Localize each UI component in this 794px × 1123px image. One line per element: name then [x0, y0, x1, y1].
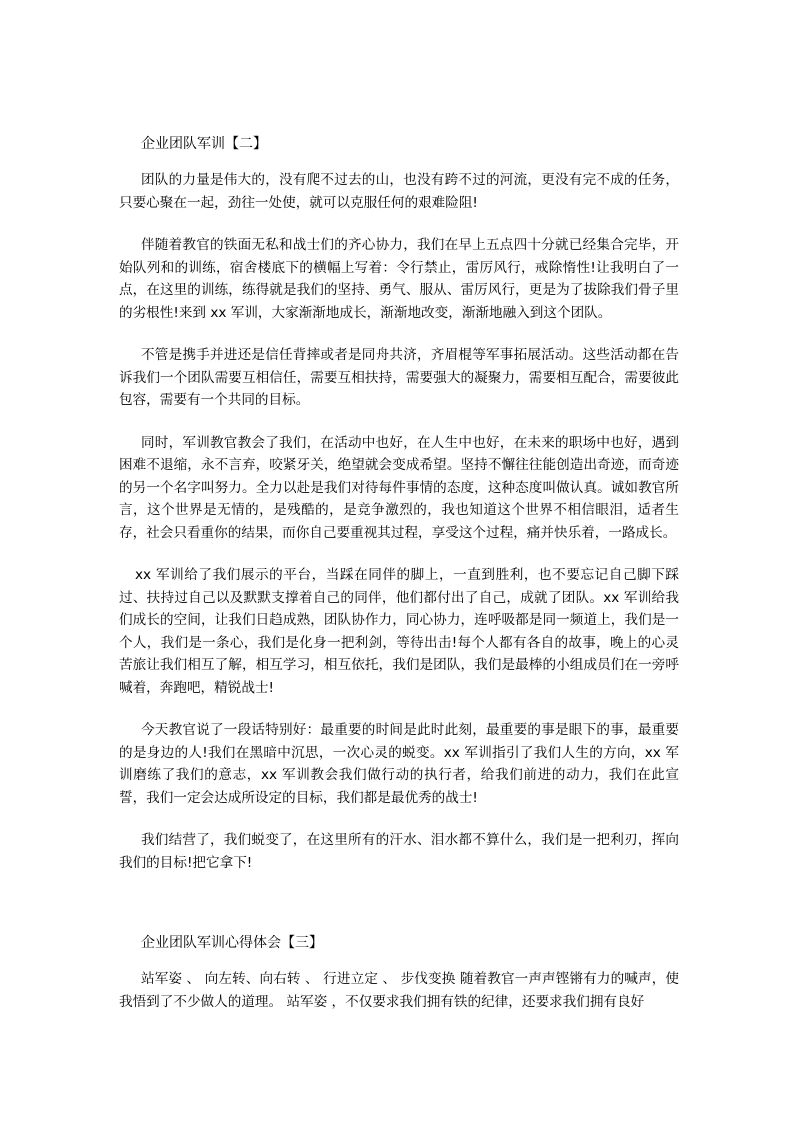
section-2-paragraph-3: 不管是携手并进还是信任背摔或者是同舟共济，齐眉棍等军事拓展活动。这些活动都在告诉我们一个团队需要互相信任，需要互相扶持，需要强大的凝聚力，需要相互配合，需要彼此包容，需要有一个共同的目标。: [119, 347, 679, 408]
document-page: [119, 133, 679, 1033]
section-3-heading: 企业团队军训心得体会【三】: [141, 935, 323, 951]
section-2-heading: 企业团队军训【二】: [141, 136, 267, 152]
section-3-paragraph-1: 站军姿 、 向左转、向右转 、 行进立定 、 步伐变换 随着教官一声声铿锵有力的喊声，使我悟到了不少做人的道理。 站军姿 ，不仅要求我们拥有铁的纪律，还要求我们拥有良好: [119, 971, 679, 1010]
section-2-paragraph-4: 同时，军训教官教会了我们，在活动中也好，在人生中也好，在未来的职场中也好，遇到困难不退缩，永不言弃，咬紧牙关，绝望就会变成希望。坚持不懈往往能创造出奇迹，而奇迹的另一个名字叫努力。全力以赴是我们对待每件事情的态度，这种态度叫做认真。诚如教官所言，这个世界是无情的，是残酷的，是竞争激烈的，我也知道这个世界不相信眼泪，适者生存，社会只看重你的结果，而你自己要重视其过程，享受这个过程，痛并快乐着，一路成长。: [119, 434, 679, 541]
section-2-paragraph-7: 我们结营了，我们蜕变了，在这里所有的汗水、泪水都不算什么，我们是一把利刃，挥向我们的目标!把它拿下!: [119, 832, 679, 871]
section-2-paragraph-2: 伴随着教官的铁面无私和战士们的齐心协力，我们在早上五点四十分就已经集合完毕，开始队列和的训练，宿舍楼底下的横幅上写着：令行禁止，雷厉风行，戒除惰性!让我明白了一点，在这里的训练，练得就是我们的坚持、勇气、服从、雷厉风行，更是为了拔除我们骨子里的劣根性!来到 xx 军训，大家渐渐地成长，渐渐地改变，渐渐地融入到这个团队。: [119, 237, 679, 321]
section-gap: [119, 894, 679, 932]
section-2-paragraph-5: xx 军训给了我们展示的平台，当踩在同伴的脚上，一直到胜利，也不要忘记自己脚下踩过、扶持过自己以及默默支撑着自己的同伴，他们都付出了自己，成就了团队。xx 军训给我们成长的空间，让我们日趋成熟，团队协作力，同心协力，连呼吸都是同一频道上，我们是一个人，我们是一条心，我们是化身一把利剑，等待出击!每个人都有各自的故事，晚上的心灵苦旅让我们相互了解，相互学习，相互依托，我们是团队，我们是最棒的小组成员们在一旁呼喊着，奔跑吧，精锐战士!: [119, 567, 679, 696]
section-2-paragraph-6: 今天教官说了一段话特别好：最重要的时间是此时此刻，最重要的事是眼下的事，最重要的是身边的人!我们在黑暗中沉思，一次心灵的蜕变。xx 军训指引了我们人生的方向，xx 军训磨练了我们的意志，xx 军训教会我们做行动的执行者，给我们前进的动力，我们在此宣誓，我们一定会达成所设定的目标，我们都是最优秀的战士!: [119, 722, 679, 806]
section-2-paragraph-1: 团队的力量是伟大的，没有爬不过去的山，也没有跨不过的河流，更没有完不成的任务，只要心聚在一起，劲往一处使，就可以克服任何的艰难险阻!: [119, 172, 679, 211]
